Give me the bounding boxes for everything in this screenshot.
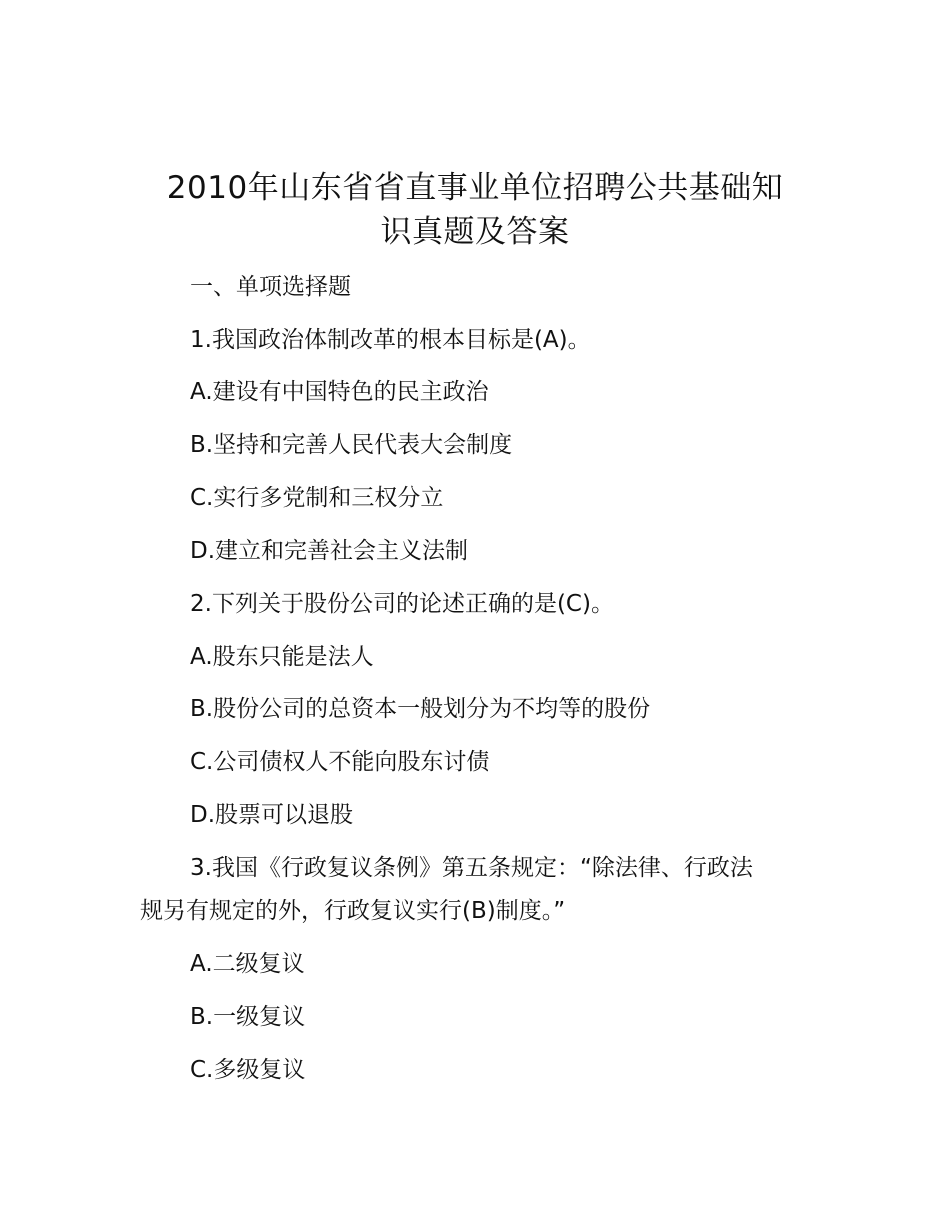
document-title-line-2: 识真题及答案	[380, 214, 570, 250]
section-heading: 一、单项选择题	[190, 274, 351, 300]
document-title-line-1: 2010年山东省省直事业单位招聘公共基础知	[166, 170, 784, 206]
question-1-option-c: C.实行多党制和三权分立	[190, 485, 444, 511]
question-1: 1.我国政治体制改革的根本目标是(A)。	[190, 327, 591, 353]
question-1-option-b: B.坚持和完善人民代表大会制度	[190, 432, 513, 458]
question-1-option-d: D.建立和完善社会主义法制	[190, 538, 469, 564]
question-3-line-1: 3.我国《行政复议条例》第五条规定：“除法律、行政法	[190, 855, 753, 881]
question-2: 2.下列关于股份公司的论述正确的是(C)。	[190, 591, 614, 617]
question-2-option-b: B.股份公司的总资本一般划分为不均等的股份	[190, 696, 651, 722]
question-2-option-c: C.公司债权人不能向股东讨债	[190, 749, 490, 775]
question-3-option-a: A.二级复议	[190, 951, 305, 977]
question-2-option-d: D.股票可以退股	[190, 802, 354, 828]
question-3-line-2: 规另有规定的外，行政复议实行(B)制度。”	[140, 898, 566, 924]
question-2-option-a: A.股东只能是法人	[190, 644, 374, 670]
question-3-option-c: C.多级复议	[190, 1057, 306, 1083]
question-3-option-b: B.一级复议	[190, 1004, 306, 1030]
question-1-option-a: A.建设有中国特色的民主政治	[190, 379, 489, 405]
